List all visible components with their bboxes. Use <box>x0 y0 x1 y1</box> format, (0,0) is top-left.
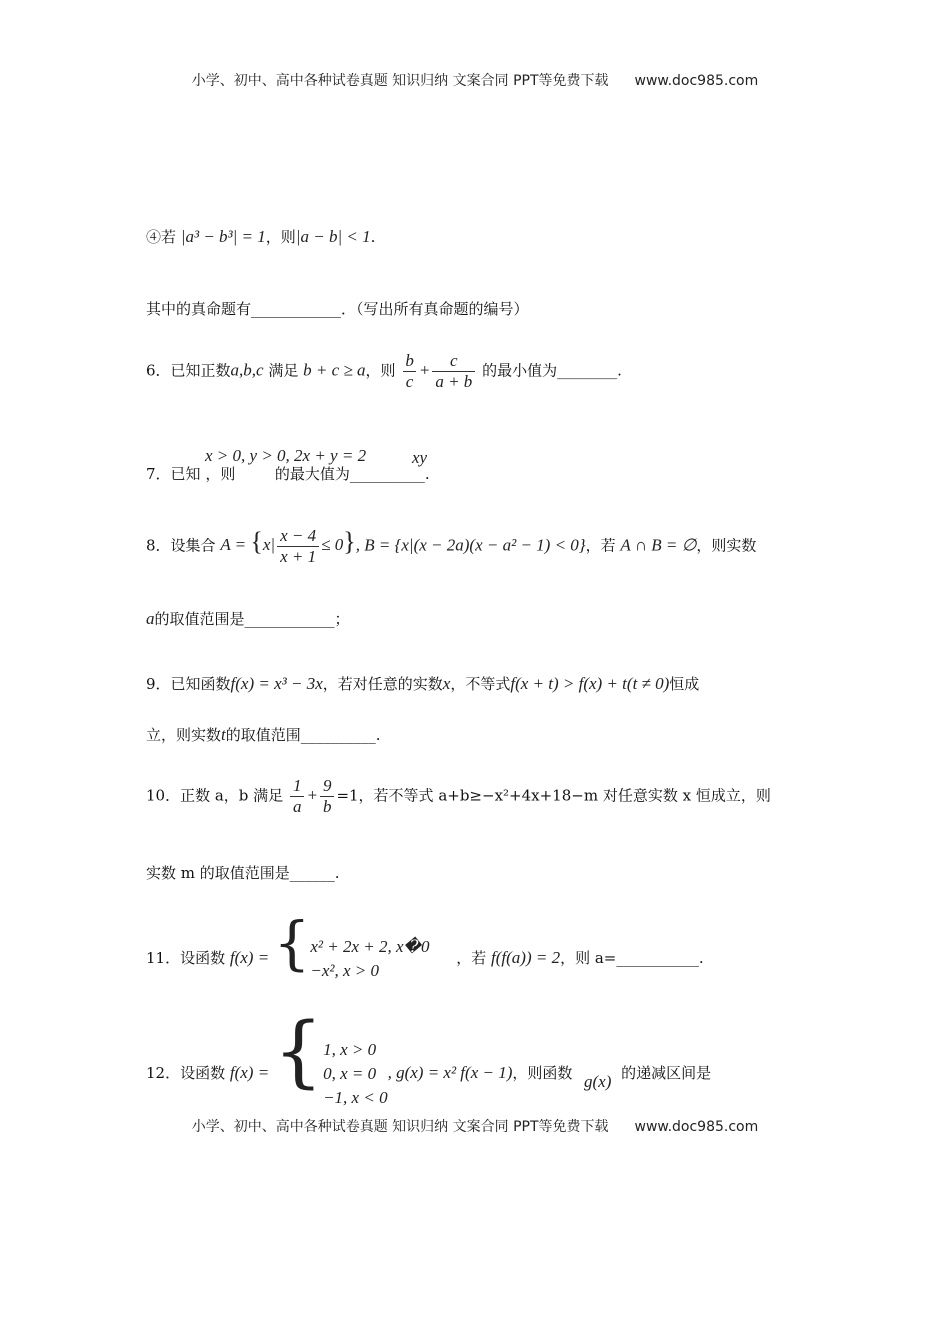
q8-var: a <box>146 609 155 628</box>
question-10: 10．正数 a，b 满足 $\frac{1}{a}$ + $\frac{9}{b}$ =1，若不等式 a+b≥−x²+4x+18−m 对任意实数 x 恒成立，则 <box>146 776 771 816</box>
header-site-link[interactable]: www.doc985.com <box>634 73 759 89</box>
q10-fraction-2: $\frac{9}{b}$ <box>320 776 335 817</box>
question-8-line-2: a的取值范围是____________； <box>146 609 350 628</box>
p4-condition: |a³ − b³| = 1 <box>180 227 266 246</box>
question-11: 11．设函数 f(x) = { x² + 2x + 2, x�0 −x², x > 0 ，若 f(f(a)) = 2，则 a=___________. <box>146 909 704 981</box>
q11-piecewise: f(x) = { x² + 2x + 2, x�0 −x², x > 0 <box>229 909 430 981</box>
q10-fraction-1: $\frac{1}{a}$ <box>290 776 305 817</box>
question-9: 9．已知函数f(x) = x³ − 3x，若对任意的实数x，不等式f(x + t) > f(x) + t(t ≠ 0)恒成 <box>146 674 700 693</box>
proposition-4: ④若 |a³ − b³| = 1，则|a − b| < 1. <box>146 227 376 246</box>
q9-function: f(x) = x³ − 3x <box>230 674 323 693</box>
q8-condition: A ∩ B = ∅ <box>620 535 697 555</box>
q8-set-B: , B = {x|(x − 2a)(x − a² − 1) < 0} <box>355 535 586 555</box>
q12-g: g(x) <box>584 1072 612 1091</box>
q6-fraction-1: $\frac{b}{c}$ <box>402 351 417 392</box>
question-7: 7．已知 ，则 的最大值为__________. <box>146 465 430 483</box>
q11-condition: f(f(a)) = 2 <box>491 948 561 967</box>
header-text: 小学、初中、高中各种试卷真题 知识归纳 文案合同 PPT等免费下载 <box>191 73 609 89</box>
footer-text: 小学、初中、高中各种试卷真题 知识归纳 文案合同 PPT等免费下载 <box>191 1119 609 1135</box>
q12-g-definition: , g(x) = x² f(x − 1) <box>387 1063 513 1082</box>
q6-fraction-2: $\frac{c}{a + b}$ <box>432 351 475 392</box>
p4-conclusion: |a − b| < 1 <box>295 227 371 246</box>
page-header <box>0 70 950 90</box>
q12-piecewise: f(x) = { 1, x > 0 0, x = 0 −1, x < 0 <box>229 1007 388 1108</box>
question-9-line-2: 立，则实数t的取值范围__________. <box>146 725 381 744</box>
footer-site-link[interactable]: www.doc985.com <box>634 1119 759 1135</box>
q7-expression: xy <box>412 448 428 467</box>
question-8: 8．设集合 A = {x| $\frac{x - 4}{x + 1}$ ≤ 0}, B = {x|(x − 2a)(x − a² − 1) < 0}，若 A ∩ B = ∅，则实数 <box>146 526 757 566</box>
q6-condition: b + c ≥ a <box>303 360 366 380</box>
question-12: 12．设函数 f(x) = { 1, x > 0 0, x = 0 −1, x < 0 , g(x) = x² f(x − 1)，则函数 的递减区间是 <box>146 1007 712 1108</box>
q6-vars: a,b,c <box>230 360 264 380</box>
question-6: 6．已知正数a,b,c 满足 b + c ≥ a，则 $\frac{b}{c}$ + $\frac{c}{a + b}$ 的最小值为________. <box>146 351 622 391</box>
question-10-line-2: 实数 m 的取值范围是______. <box>146 864 340 882</box>
q8-set-A: A = {x| $\frac{x - 4}{x + 1}$ ≤ 0} <box>220 526 356 566</box>
q7-condition: x > 0, y > 0, 2x + y = 2 <box>205 446 367 465</box>
true-propositions-prompt: 其中的真命题有____________．（写出所有真命题的编号） <box>146 300 529 318</box>
q9-inequality: f(x + t) > f(x) + t(t ≠ 0) <box>510 674 670 693</box>
page-footer <box>0 1116 950 1136</box>
